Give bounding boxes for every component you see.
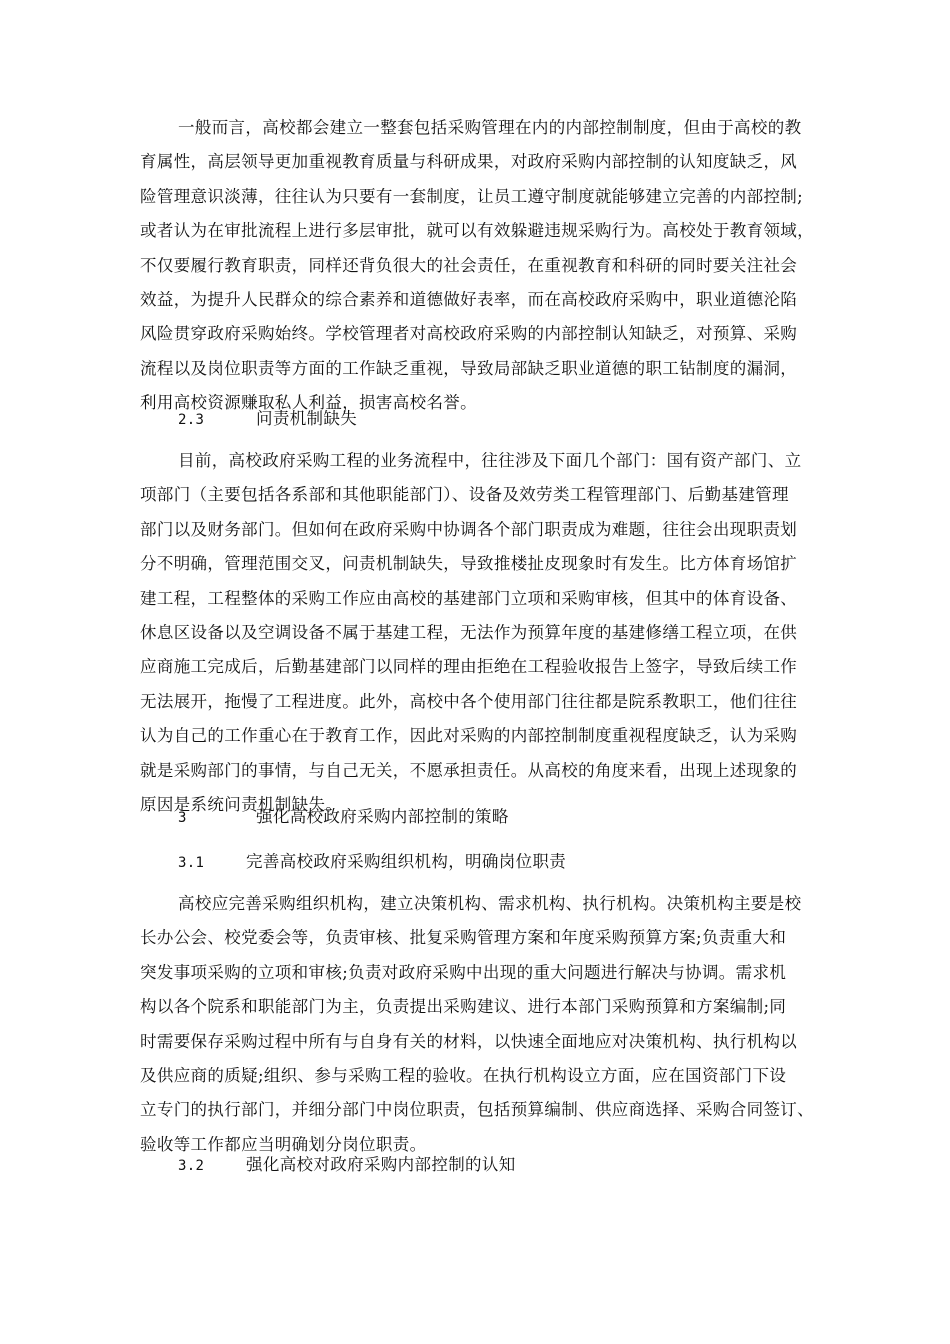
paragraph-internal-control-awareness [140,111,812,421]
section-number: 3.1 [178,855,205,871]
paragraph-line: 构以各个院系和职能部门为主，负责提出采购建议、进行本部门采购预算和方案编制;同 [140,997,787,1017]
paragraph-line: 立专门的执行部门，并细分部门中岗位职责，包括预算编制、供应商选择、采购合同签订、 [140,1100,814,1120]
paragraph-line: 风险贯穿政府采购始终。学校管理者对高校政府采购的内部控制认知缺乏，对预算、采购 [140,324,798,344]
paragraph-line: 部门以及财务部门。但如何在政府采购中协调各个部门职责成为难题，往往会出现职责划 [140,519,798,539]
section-heading-3-1 [178,850,566,875]
section-heading-3 [178,805,509,830]
paragraph-line: 不仅要履行教育职责，同样还背负很大的社会责任，在重视教育和科研的同时要关注社会 [140,255,798,275]
paragraph-line: 或者认为在审批流程上进行多层审批，就可以有效躲避违规采购行为。高校处于教育领域， [140,221,814,241]
paragraph-line: 无法展开，拖慢了工程进度。此外，高校中各个使用部门往往都是院系教职工，他们往往 [140,691,798,711]
section-heading-2-3 [178,407,357,432]
section-title: 强化高校对政府采购内部控制的认知 [246,1155,516,1174]
section-heading-3-2 [178,1153,516,1178]
paragraph-line: 突发事项采购的立项和审核;负责对政府采购中出现的重大问题进行解决与协调。需求机 [140,962,787,982]
paragraph-line: 就是采购部门的事情，与自己无关，不愿承担责任。从高校的角度来看，出现上述现象的 [140,760,798,780]
paragraph-line: 认为自己的工作重心在于教育工作，因此对采购的内部控制制度重视程度缺乏，认为采购 [140,726,798,746]
paragraph-line: 利用高校资源赚取私人利益，损害高校名誉。 [140,393,477,413]
paragraph-line: 建工程，工程整体的采购工作应由高校的基建部门立项和采购审核，但其中的体育设备、 [140,588,798,608]
paragraph-line: 高校应完善采购组织机构，建立决策机构、需求机构、执行机构。决策机构主要是校 [178,894,802,913]
section-number: 2.3 [178,412,205,428]
paragraph-line: 原因是系统问责机制缺失。 [140,795,343,815]
paragraph-line: 一般而言，高校都会建立一整套包括采购管理在内的内部控制制度，但由于高校的教 [178,118,802,137]
section-number: 3.2 [178,1158,205,1174]
section-title: 完善高校政府采购组织机构，明确岗位职责 [246,852,567,871]
paragraph-line: 效益，为提升人民群众的综合素养和道德做好表率，而在高校政府采购中，职业道德沦陷 [140,290,798,310]
paragraph-line: 及供应商的质疑;组织、参与采购工程的验收。在执行机构设立方面，应在国资部门下设 [140,1066,787,1086]
paragraph-line: 流程以及岗位职责等方面的工作缺乏重视，导致局部缺乏职业道德的职工钻制度的漏洞， [140,358,798,378]
paragraph-line: 项部门（主要包括各系部和其他职能部门）、设备及效劳类工程管理部门、后勤基建管理 [140,485,789,505]
paragraph-line: 育属性，高层领导更加重视教育质量与科研成果，对政府采购内部控制的认知度缺乏，风 [140,152,798,172]
paragraph-line: 验收等工作都应当明确划分岗位职责。 [140,1134,427,1154]
paragraph-line: 目前，高校政府采购工程的业务流程中，往往涉及下面几个部门：国有资产部门、立 [178,451,802,470]
section-title: 问责机制缺失 [256,409,358,428]
paragraph-line: 险管理意识淡薄，往往认为只要有一套制度，让员工遵守制度就能够建立完善的内部控制; [140,186,804,206]
paragraph-line: 时需要保存采购过程中所有与自身有关的材料，以快速全面地应对决策机构、执行机构以 [140,1031,798,1051]
paragraph-line: 分不明确，管理范围交叉，问责机制缺失，导致推楼扯皮现象时有发生。比方体育场馆扩 [140,554,798,574]
paragraph-organization [140,887,812,1162]
paragraph-line: 应商施工完成后，后勤基建部门以同样的理由拒绝在工程验收报告上签字，导致后续工作 [140,657,798,677]
section-number: 3 [178,810,187,826]
paragraph-accountability [140,444,812,822]
paragraph-line: 休息区设备以及空调设备不属于基建工程，无法作为预算年度的基建修缮工程立项，在供 [140,623,798,643]
paragraph-line: 长办公会、校党委会等，负责审核、批复采购管理方案和年度采购预算方案;负责重大和 [140,928,787,948]
section-title: 强化高校政府采购内部控制的策略 [256,807,509,826]
